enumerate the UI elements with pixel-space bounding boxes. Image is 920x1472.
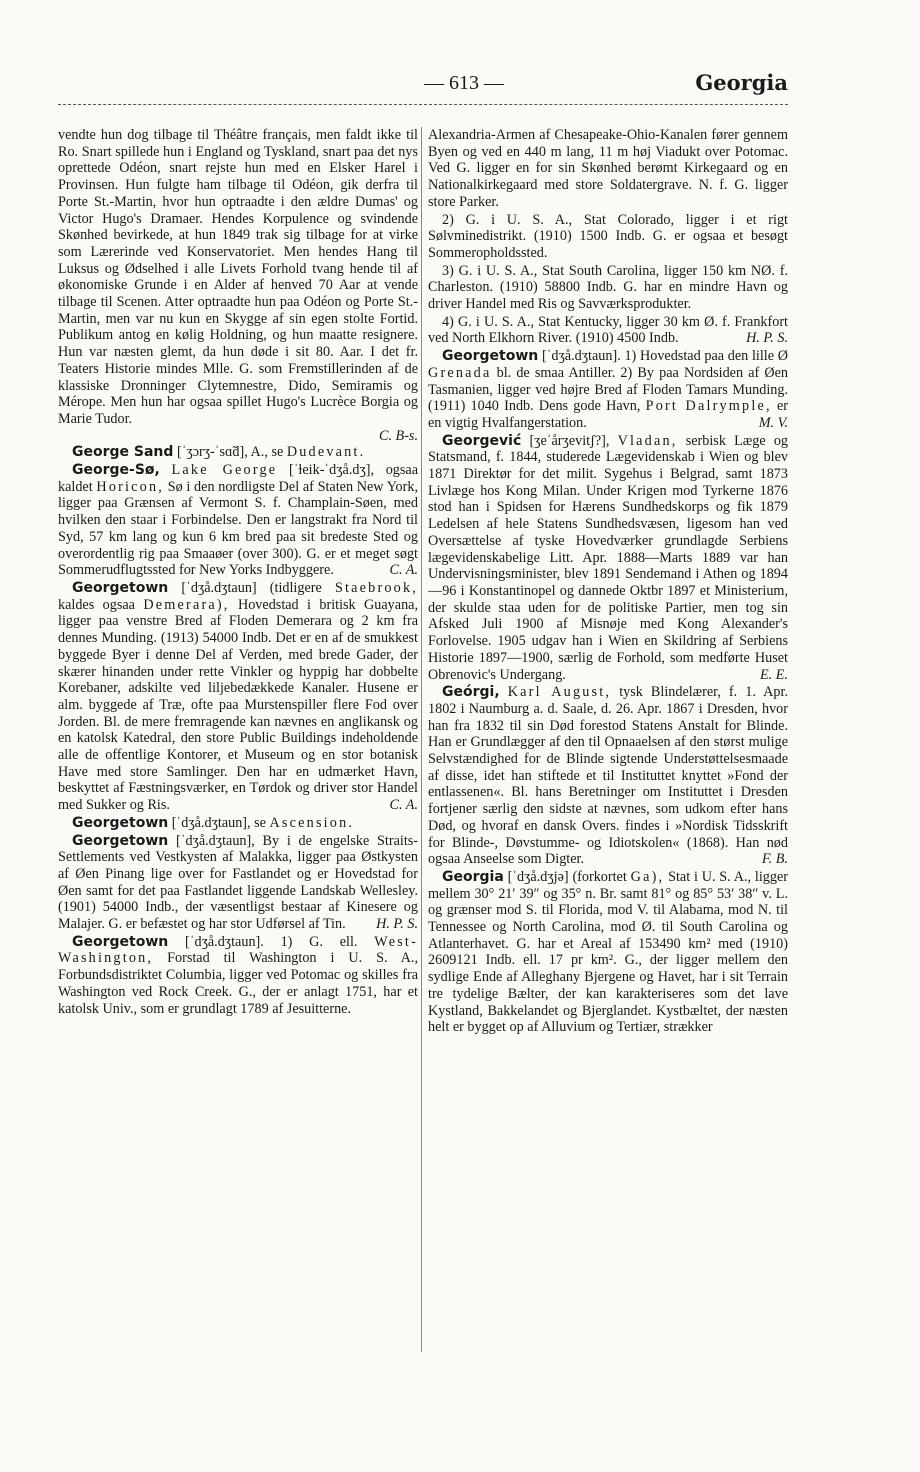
entry-paragraph: 3) G. i U. S. A., Stat South Carolina, ligger 150 km NØ. f. Charleston. (1910) 58800 Indb. G. har en mindre Havn og driver Handel med Ris og Savværksprodukter.	[428, 262, 788, 313]
headword: Geórgi,	[442, 684, 500, 701]
right-column	[428, 127, 788, 1036]
header-rule	[58, 104, 788, 105]
headword: Georgetown	[72, 933, 169, 950]
signature: C. A.	[389, 797, 418, 814]
signature: E. E.	[760, 666, 788, 683]
entry-george-sand: George Sand [ˈʒɔrʒ-ˈsɑ̃d], A., se Dudevant.	[72, 444, 366, 461]
column-divider	[421, 127, 422, 1352]
headword: George-Sø,	[72, 462, 160, 479]
entry-continuation: vendte hun dog tilbage til Théâtre français, men faldt ikke til Ro. Snart spillede hun i England og Tyskland, snart paa det nys oprettede Odéon, snart rejste hun med en Elsker Harel i Provinsen. Hun fulgte ham tilbage til Odéon, gik derfra til Porte St.-Martin, hvor hun optraadte i den ældre Dumas' og Victor Hugo's Dramaer. Hendes Korpulence og svindende Skønhed bevirkede, at hun 1849 trak sig tilbage for at virke som Lærerinde ved Konservatoriet. Men hendes Hang til Luksus og Ødselhed i alle Livets Forhold tvang hende til af økonomiske Grunde i en Alder af henved 70 Aar at vende tilbage til Scenen. Atter optraadte hun paa Odéon og Porte St.-Martin, men var nu kun en Skygge af sin egen stolte Fortid. Publikum antog en kølig Holdning, og hun maatte resignere. Hun var næsten glemt, da hun døde i sit 80. Aar. I det fr. Teaters Historie mindes Mlle. G. som Fremstillerinden af de klassiske Dronninger Clytemnestre, Dido, Semiramis og Mérope. Men hun har ogsaa spillet Hugo's Lucrèce Borgia og Marie Tudor.	[58, 127, 418, 427]
headword: Georgetown	[442, 348, 539, 365]
signature: C. A.	[389, 562, 418, 579]
headword: Georgević	[442, 432, 522, 449]
entry-paragraph: 2) G. i U. S. A., Stat Colorado, ligger i et rigt Sølvminedistrikt. (1910) 1500 Indb. G. er ogsaa et besøgt Sommeropholdssted.	[428, 211, 788, 261]
left-column	[58, 127, 418, 1017]
entry-georgetown-usa: Georgetown [ˈdʒå.dʒtaun]. 1) G. ell. West-Washington, Forstad til Washington i U. S. A., Forbundsdistriktet Columbia, ligger ved Potomac og skilles fra Washington ved Rock Creek. G., der er anlagt 1751, har et katolsk Univ., som er grundlagt 1789 af Jesuitterne.	[58, 933, 418, 1017]
running-head: Georgia	[695, 70, 788, 95]
signature: M. V.	[758, 414, 788, 431]
page-number: — 613 —	[424, 72, 504, 94]
signature: H. P. S.	[376, 916, 418, 933]
entry-georgia: Georgia [ˈdʒå.dʒjə] (forkortet Ga), Stat i U. S. A., ligger mellem 30° 21′ 39″ og 35° n. Br. samt 81° og 85° 53′ 38″ v. L. og grænser mod S. til Florida, mod V. til Alabama, mod N. til Tennessee og North Carolina, mod Ø. til South Carolina og Atlanterhavet. G. har et Areal af 153490 km² med (1910) 2609121 Indb. ell. 17 pr km². G., der ligger mellem den sydlige Ende af Alleghany Bjergene og Havet, har i sit Terrain tre tydelige Bælter, der kan karakteriseres som det lave Kystland, Bakkelandet og Bjerglandet. Kystbæltet, der næsten helt er bygget op af Alluvium og Tertiær, strækker	[428, 868, 788, 1036]
entry-georgetown-malakka: Georgetown [ˈdʒå.dʒtaun], By i de engelske Straits-Settlements ved Vestkysten af Malakka, ligger paa Østkysten af Øen Pinang lige over for Fastlandet og er Hovedstad for Øen samt for det paa Fastlandet liggende Landskab Wellesley. (1901) 54000 Indb., der væsentligst bestaar af Kinesere og Malajer. G. er befæstet og har stor Udførsel af Tin. H. P. S.	[58, 832, 419, 933]
signature: H. P. S.	[746, 330, 788, 347]
headword: George Sand	[72, 444, 174, 461]
entry-georgevic: Georgević [ʒeˈårʒevitʃ?], Vladan, serbisk Læge og Statsmand, f. 1844, studerede Lægevidenskab i Wien og blev 1871 Direktør for det milit. Sygehus i Belgrad, samt 1873 Livlæge hos Kong Milan. Under Krigen mod Tyrkerne 1876 stod han i Spidsen for Hærens Sundhedskorps og fik 1879 Ledelsen af hele Statens Sundhedsvæsen, ligesom han ved Oversættelse af tyske Hovedværker grundlagde Serbiens lægevidenskabelige Litt. Apr. 1888—Marts 1889 var han Undervisningsminister, blev 1891 Sendemand i Athen og 1894—96 i Konstantinopel og dannede Oktbr 1897 et Ministerium, der skulde staa uden for de politiske Partier, men tog sin Afsked Juli 1900 af Misnøje med Kong Alexander's Forlovelse. 1905 udgav han i Wien en Skildring af Serbiens Historie 1897—1900, særlig de Forhold, som medførte Huset Obrenovic's Undergang. E. E.	[428, 432, 789, 683]
entry-paragraph: 4) G. i U. S. A., Stat Kentucky, ligger 30 km Ø. f. Frankfort ved North Elkhorn River. (1910) 4500 Indb. H. P. S.	[428, 313, 788, 347]
entry-georgetown-grenada: Georgetown [ˈdʒå.dʒtaun]. 1) Hovedstad paa den lille Ø Grenada bl. de smaa Antiller. 2) By paa Nordsiden af Øen Tasmanien, ligger ved højre Bred af Floden Tamars Munding. (1911) 1040 Indb. Dens gode Havn, Port Dalrymple, er en vigtig Hvalfangerstation. M. V.	[428, 348, 789, 431]
entry-george-so: George-Sø, Lake George [ˈɫeik-ˈdʒå.dʒ], ogsaa kaldet Horicon, Sø i den nordligste Del af Staten New York, ligger paa Grænsen af Vermont S. f. Champlain-Søen, med hvilken den staar i Forbindelse. Den er langstrakt fra Nord til Syd, 57 km lang og kun 6 km bred paa sit bredeste Sted og overordentlig rig paa Smaaøer (over 300). G. er et meget søgt Sommerudflugtssted for New Yorks Indbyggere. C. A.	[58, 462, 419, 579]
entry-georgetown-guayana: Georgetown [ˈdʒå.dʒtaun] (tidligere Staebrook, kaldes ogsaa Demerara), Hovedstad i britisk Guayana, ligger paa venstre Bred af Floden Demerara og 2 km fra dennes Munding. (1913) 54000 Indb. Det er en af de smukkest byggede Byer i denne Del af Verden, med brede Gader, der skærer hinanden under rette Vinkler og hyppig har dobbelte Korebaner, adskilte ved liljebedækkede Kanaler. Husene er alm. byggede af Træ, ofte paa Murstenspiller flere Fod over Jorden. Bl. de mere fremragende kan nævnes en anglikansk og en katolsk Katedral, den store Public Buildings indeholdende alle de offentlige Kontorer, et Museum og en stor botanisk Have med store Samlinger. Den har en udmærket Havn, beskyttet af Fæstningsværker, en Tørdok og driver stor Handel med Sukker og Ris. C. A.	[58, 579, 419, 814]
entry-georgetown-ascension: Georgetown [ˈdʒå.dʒtaun], se Ascension.	[72, 814, 355, 831]
page-header	[58, 72, 788, 102]
cross-reference: Ascension.	[269, 814, 355, 831]
signature: F. B.	[761, 851, 788, 868]
headword: Georgetown	[72, 579, 169, 596]
headword: Georgetown	[72, 814, 169, 831]
signature: C. B-s.	[378, 427, 418, 444]
cross-reference: Dudevant.	[286, 444, 366, 461]
entry-continuation: Alexandria-Armen af Chesapeake-Ohio-Kanalen fører gennem Byen og ved en 440 m lang, 11 m høj Viadukt over Potomac. Ved G. ligger en for sin Skønhed berømt Kirkegaard og en Nationalkirkegaard med store Soldatergrave. N. f. G. ligger store Parker.	[428, 127, 788, 210]
headword: Georgia	[442, 868, 504, 885]
entry-georgi: Geórgi, Karl August, tysk Blindelærer, f. 1. Apr. 1802 i Naumburg a. d. Saale, d. 26. Apr. 1867 i Dresden, hvor han fra 1832 til sin Død forestod Statens Anstalt for Blinde. Han er Grundlægger af den til Opnaaelsen af den størst mulige Selvstændighed for de Blinde sigtende Understøttelsesmaade af disse, idet han stiftede et til Instituttet knyttet »Fond der entlassenen«. Bl. hans Beretninger om Instituttet i Dresden fortjener særlig den sidste at nævnes, som udkom efter hans Død, og hvoraf en dansk Overs. findes i »Nordisk Tidsskrift for Blinde-, Døvstumme- og Idiotskolen« (1868). Han nød ogsaa Anseelse som Digter. F. B.	[428, 684, 788, 868]
headword: Georgetown	[72, 832, 169, 849]
